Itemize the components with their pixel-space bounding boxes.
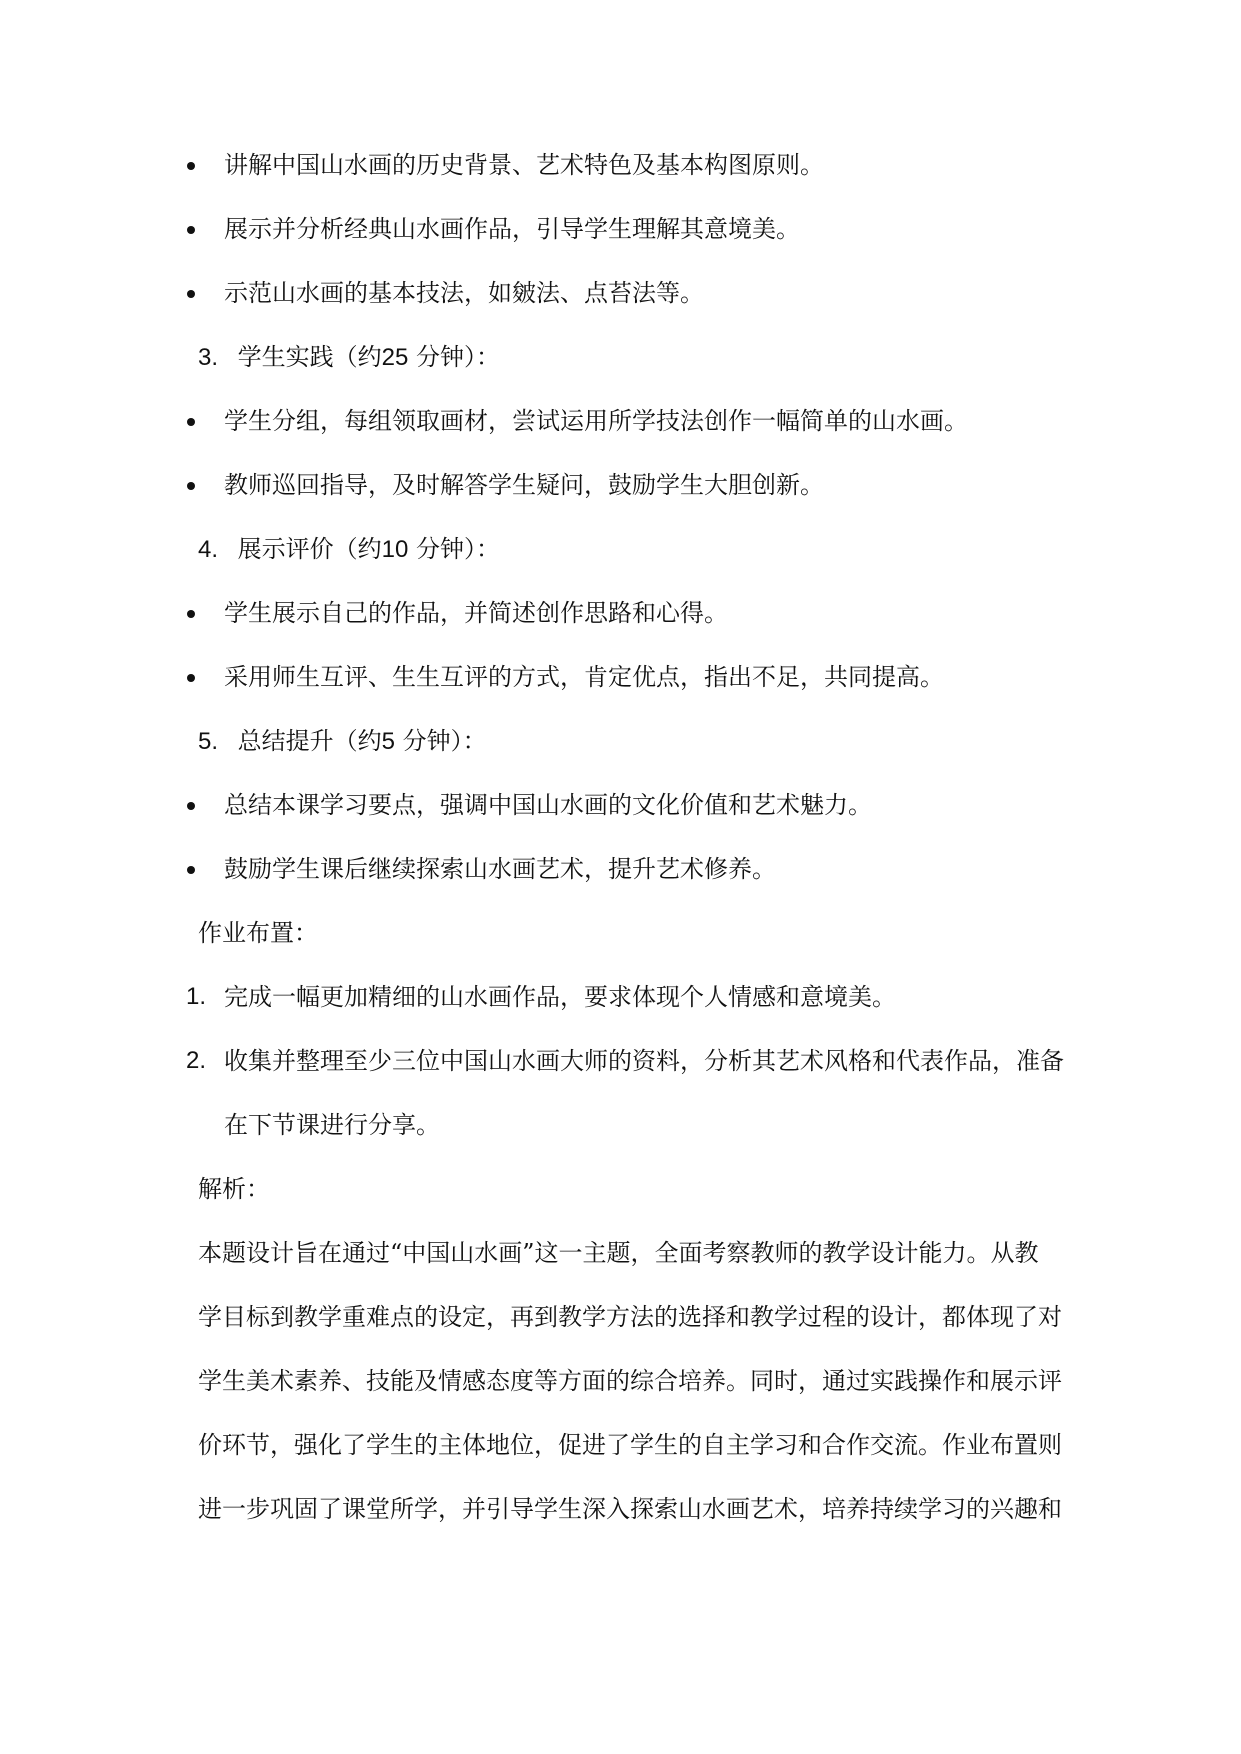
bullet-text: 讲解中国山水画的历史背景、艺术特色及基本构图原则。: [224, 151, 824, 179]
bullet-text: 采用师生互评、生生互评的方式，肯定优点，指出不足，共同提高。: [224, 663, 944, 691]
bullet-marker: [187, 162, 195, 170]
bullet-text: 鼓励学生课后继续探索山水画艺术，提升艺术修养。: [224, 855, 776, 883]
bullet-text: 学生展示自己的作品，并简述创作思路和心得。: [224, 599, 728, 627]
bullet-text: 展示并分析经典山水画作品，引导学生理解其意境美。: [224, 215, 800, 243]
analysis-heading: 解析：: [198, 1175, 270, 1203]
section-number: 4.: [198, 536, 219, 563]
homework-number: 2.: [186, 1047, 207, 1074]
homework-number: 1.: [186, 983, 207, 1010]
section-title-prefix: 学生实践（约: [237, 343, 382, 371]
homework-item-text-continued: 在下节课进行分享。: [224, 1111, 440, 1139]
section-title-prefix: 总结提升（约: [237, 727, 382, 755]
analysis-paragraph-line: 学目标到教学重难点的设定，再到教学方法的选择和教学过程的设计，都体现了对: [198, 1303, 1062, 1331]
homework-item-text: 收集并整理至少三位中国山水画大师的资料，分析其艺术风格和代表作品，准备: [224, 1047, 1064, 1075]
homework-item-text: 完成一幅更加精细的山水画作品，要求体现个人情感和意境美。: [224, 983, 896, 1011]
bullet-text: 教师巡回指导，及时解答学生疑问，鼓励学生大胆创新。: [224, 471, 824, 499]
section-minutes: 5: [381, 728, 396, 755]
bullet-marker: [187, 482, 195, 490]
analysis-paragraph-line: 学生美术素养、技能及情感态度等方面的综合培养。同时，通过实践操作和展示评: [198, 1367, 1062, 1395]
section-number: 3.: [198, 344, 219, 371]
bullet-text: 总结本课学习要点，强调中国山水画的文化价值和艺术魅力。: [224, 791, 872, 819]
section-heading: [198, 532, 500, 567]
bullet-text: 示范山水画的基本技法，如皴法、点苔法等。: [224, 279, 704, 307]
section-title-prefix: 展示评价（约: [237, 535, 382, 563]
bullet-marker: [187, 290, 195, 298]
section-number: 5.: [198, 728, 219, 755]
analysis-paragraph-line: 进一步巩固了课堂所学，并引导学生深入探索山水画艺术，培养持续学习的兴趣和: [198, 1495, 1062, 1523]
section-minutes: 25: [381, 344, 409, 371]
bullet-marker: [187, 802, 195, 810]
homework-heading: 作业布置：: [198, 919, 318, 947]
section-title-suffix: 分钟）：: [416, 343, 500, 371]
bullet-marker: [187, 674, 195, 682]
section-title-suffix: 分钟）：: [402, 727, 487, 755]
section-heading: [198, 340, 500, 375]
section-heading: [198, 724, 487, 759]
bullet-marker: [187, 418, 195, 426]
bullet-text: 学生分组，每组领取画材，尝试运用所学技法创作一幅简单的山水画。: [224, 407, 968, 435]
analysis-paragraph-line: 价环节，强化了学生的主体地位，促进了学生的自主学习和合作交流。作业布置则: [198, 1431, 1062, 1459]
bullet-marker: [187, 226, 195, 234]
analysis-paragraph-line: 本题设计旨在通过“中国山水画”这一主题，全面考察教师的教学设计能力。从教: [198, 1239, 1039, 1267]
bullet-marker: [187, 610, 195, 618]
section-title-suffix: 分钟）：: [416, 535, 500, 563]
bullet-marker: [187, 866, 195, 874]
section-minutes: 10: [381, 536, 409, 563]
